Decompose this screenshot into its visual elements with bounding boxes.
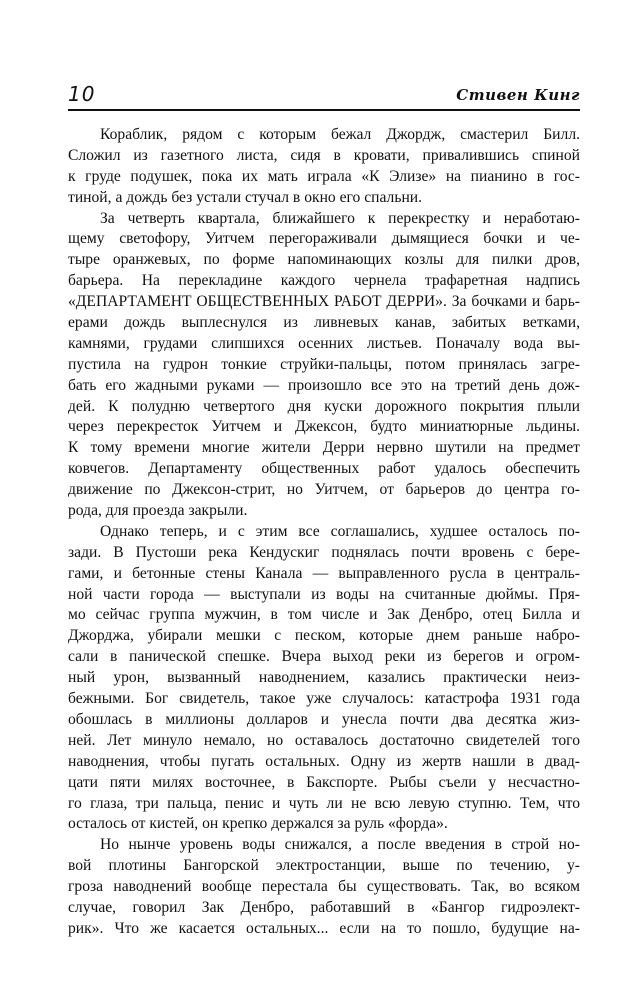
text-line: щему светофору, Уитчем перегораживали дымящиеся бочки и че-: [68, 230, 580, 248]
text-line: к груде подушек, пока их мать играла «К Элизе» на пианино в гос-: [68, 167, 580, 185]
text-line: рик». Что же касается остальных... если на то пошло, будущие на-: [68, 919, 580, 937]
text-line: ной части города — выступали из воды на считанные дюймы. Пря-: [68, 585, 580, 603]
paragraph: [68, 209, 580, 522]
page-header: [68, 82, 580, 108]
text-line: зади. В Пустоши река Кендускиг поднялась почти вровень с бере-: [68, 543, 580, 561]
page-number: 10: [68, 82, 96, 106]
text-line: Однако теперь, и с этим все соглашались, худшее осталось по-: [100, 522, 580, 540]
text-line: К тому времени многие жители Дерри нервно шутили на предмет: [68, 439, 580, 457]
text-line: наводнения, чтобы пугать остальных. Одну из жертв нашли в двад-: [68, 752, 580, 770]
text-line: ковчегов. Департаменту общественных работ удалось обеспечить: [68, 460, 580, 478]
text-line: гами, и бетонные стены Канала — выправленного русла в централь-: [68, 564, 580, 582]
paragraph: [68, 522, 580, 835]
text-line: дей. К полудню четвертого дня куски дорожного покрытия плыли: [68, 397, 580, 415]
text-line: мо сейчас группа мужчин, в том числе и Зак Денбро, отец Билла и: [68, 606, 580, 624]
text-line: ерами дождь выплеснулся из ливневых канав, забитых ветками,: [68, 314, 580, 332]
text-line: рода, для проезда закрыли.: [68, 502, 248, 520]
text-line: Сложил из газетного листа, сидя в кровати, привалившись спиной: [68, 146, 580, 164]
running-head-author: Стивен Кинг: [456, 86, 580, 104]
text-line: За четверть квартала, ближайшего к перекрестку и неработаю-: [100, 209, 580, 227]
text-line: тиной, а дождь без устали стучал в окно его спальни.: [68, 188, 423, 206]
text-line: сали в панической спешке. Вчера выход реки из берегов и огром-: [68, 648, 580, 666]
text-line: тыре оранжевых, по форме напоминающих козлы для пилки дров,: [68, 251, 580, 269]
text-line: обошлась в миллионы долларов и унесла почти два десятка жиз-: [68, 710, 580, 728]
text-line: гроза наводнений вообще перестала бы существовать. Так, во всяком: [68, 878, 580, 896]
text-line: барьера. На перекладине каждого чернела трафаретная надпись: [68, 272, 580, 290]
header-rule: [68, 109, 580, 111]
text-line: Кораблик, рядом с которым бежал Джордж, смастерил Билл.: [100, 126, 580, 143]
text-line: «ДЕПАРТАМЕНТ ОБЩЕСТВЕННЫХ РАБОТ ДЕРРИ». За бочками и барь-: [68, 293, 580, 311]
paragraph: [68, 835, 580, 939]
text-line: Джорджа, убирали мешки с песком, которые днем раньше набро-: [68, 627, 580, 645]
text-line: случае, говорил Зак Денбро, работавший в «Бангор гидроэлект-: [68, 898, 580, 916]
body-text: [68, 125, 580, 940]
text-line: цати пяти милях восточнее, в Бакспорте. Рыбы съели у несчастно-: [68, 773, 580, 791]
text-line: осталось от кистей, он крепко держался за руль «форда».: [68, 815, 448, 833]
text-line: Но нынче уровень воды снижался, а после введения в строй но-: [100, 836, 580, 854]
text-line: через перекресток Уитчем и Джексон, будто миниатюрные льдины.: [68, 418, 580, 436]
text-line: бежными. Бог свидетель, такое уже случалось: катастрофа 1931 года: [68, 690, 580, 708]
text-line: пустила на гудрон тонкие струйки-пальцы, потом принялась загре-: [68, 355, 580, 373]
text-line: камнями, грудами слипшихся осенних листьев. Поначалу вода вы-: [68, 334, 580, 352]
text-line: ный урон, вызванный наводнением, казались практически неиз-: [68, 669, 580, 687]
text-line: ней. Лет минуло немало, но оставалось достаточно свидетелей того: [68, 731, 580, 749]
text-line: бать его жадными руками — произошло все это на третий день дож-: [68, 376, 580, 394]
text-line: вой плотины Бангорской электростанции, выше по течению, у-: [68, 857, 580, 875]
paragraph: [68, 125, 580, 209]
text-line: движение по Джексон-стрит, но Уитчем, от барьеров до центра го-: [68, 481, 580, 499]
text-line: го глаза, три пальца, пенис и чуть ли не всю левую ступню. Тем, что: [68, 794, 580, 812]
